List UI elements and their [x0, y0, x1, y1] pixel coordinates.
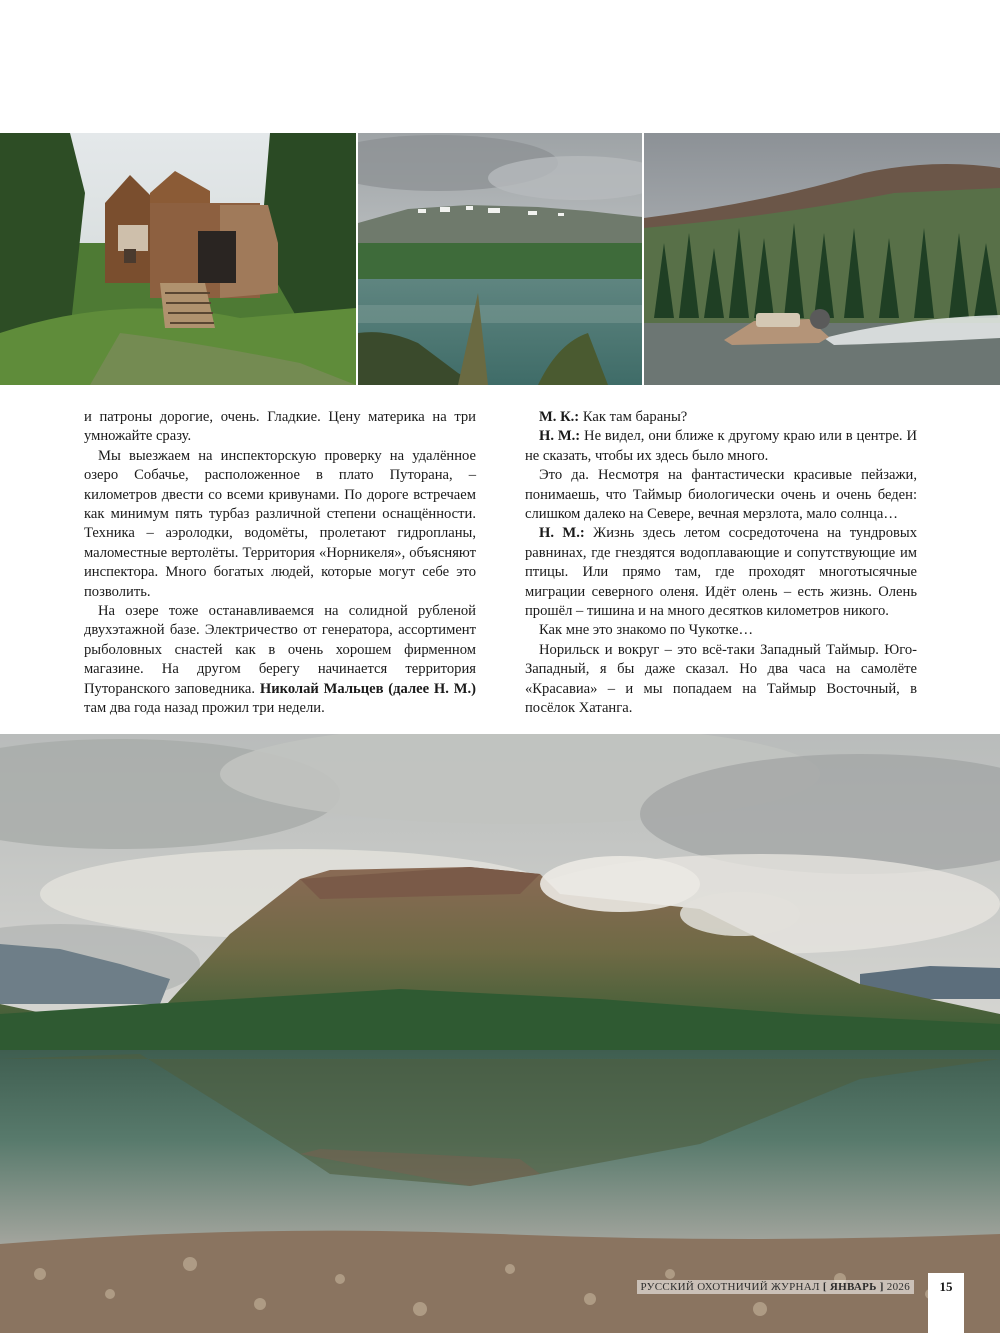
paragraph	[525, 466, 917, 524]
speaker-label: Н. М.:	[539, 428, 581, 445]
paragraph-text: там два года назад прожил три недели.	[84, 700, 325, 717]
magazine-name: РУССКИЙ ОХОТНИЧИЙ ЖУРНАЛ	[640, 1281, 820, 1293]
paragraph	[84, 408, 476, 447]
paragraph-text: и патроны дорогие, очень. Гладкие. Цену материка на три умножайте сразу.	[84, 409, 476, 445]
paragraph	[525, 524, 917, 621]
paragraph-text: Как там бараны?	[579, 409, 688, 425]
issue-year: 2026	[886, 1281, 910, 1293]
page-number: 15	[939, 1279, 953, 1294]
paragraph-text: Жизнь здесь летом сосредоточена на тундровых равнинах, где гнездятся водоплавающие и сопутствующие им птицы. Или прямо там, где проходят многотысячные миграции северного оленя. Идёт олень – есть жизнь. Олень прошёл – тишина и на много десятков километров никого.	[525, 525, 917, 620]
paragraph	[525, 641, 917, 719]
paragraph-text: Норильск и вокруг – это всё-таки Западный Таймыр. Юго-Западный, я бы даже сказал. Но два часа на самолёте «Красавиа» – и мы попадаем на Таймыр Восточный, в посёлок Хатанга.	[525, 641, 917, 717]
photo-hovercraft-river	[644, 133, 1000, 385]
article-column-left	[84, 408, 476, 719]
page-number-box	[928, 1273, 964, 1333]
speaker-label: Николай Мальцев (далее Н. М.)	[259, 680, 476, 697]
photo-wooden-cabin	[0, 133, 356, 385]
photo-mountain-lake	[358, 133, 642, 385]
paragraph-text: Мы выезжаем на инспекторскую проверку на удалённое озеро Собачье, расположенное в плато Путорана, – километров двести со всеми кривунами. По дороге встречаем как минимум пять турбаз различной степени оснащённости. Техника – аэролодки, водомёты, пролетают гидропланы, маломестные вертолёты. Территория «Норникеля», объясняют инспектора. Много богатых людей, которые могут себе это позволить.	[84, 447, 476, 600]
paragraph	[525, 427, 917, 466]
issue-month: [ ЯНВАРЬ ]	[822, 1281, 884, 1293]
speaker-label: М. К.:	[539, 409, 580, 425]
paragraph	[84, 447, 476, 602]
paragraph	[525, 408, 917, 427]
paragraph-text: Как мне это знакомо по Чукотке…	[539, 622, 754, 639]
photo-mountain-panorama	[0, 734, 1000, 1333]
article-column-right	[525, 408, 917, 719]
paragraph-text: На озере тоже останавливаемся на солидной рубленой двухэтажной базе. Электричество от генератора, ассортимент рыболовных снастей как в очень хорошем фирменном магазине. На другом берегу начинается территория Путоранского заповедника.	[84, 603, 476, 697]
paragraph	[84, 602, 476, 718]
paragraph-text: Это да. Несмотря на фантастически красивые пейзажи, понимаешь, что Таймыр биологически очень и очень беден: слишком далеко на Севере, вечная мерзлота, мало солнца…	[525, 467, 917, 523]
paragraph-text: Не видел, они ближе к другому краю или в центре. И не сказать, чтобы их здесь было много.	[525, 428, 917, 464]
magazine-footer	[637, 1280, 914, 1294]
speaker-label: Н. М.:	[539, 525, 585, 542]
paragraph	[525, 621, 917, 640]
